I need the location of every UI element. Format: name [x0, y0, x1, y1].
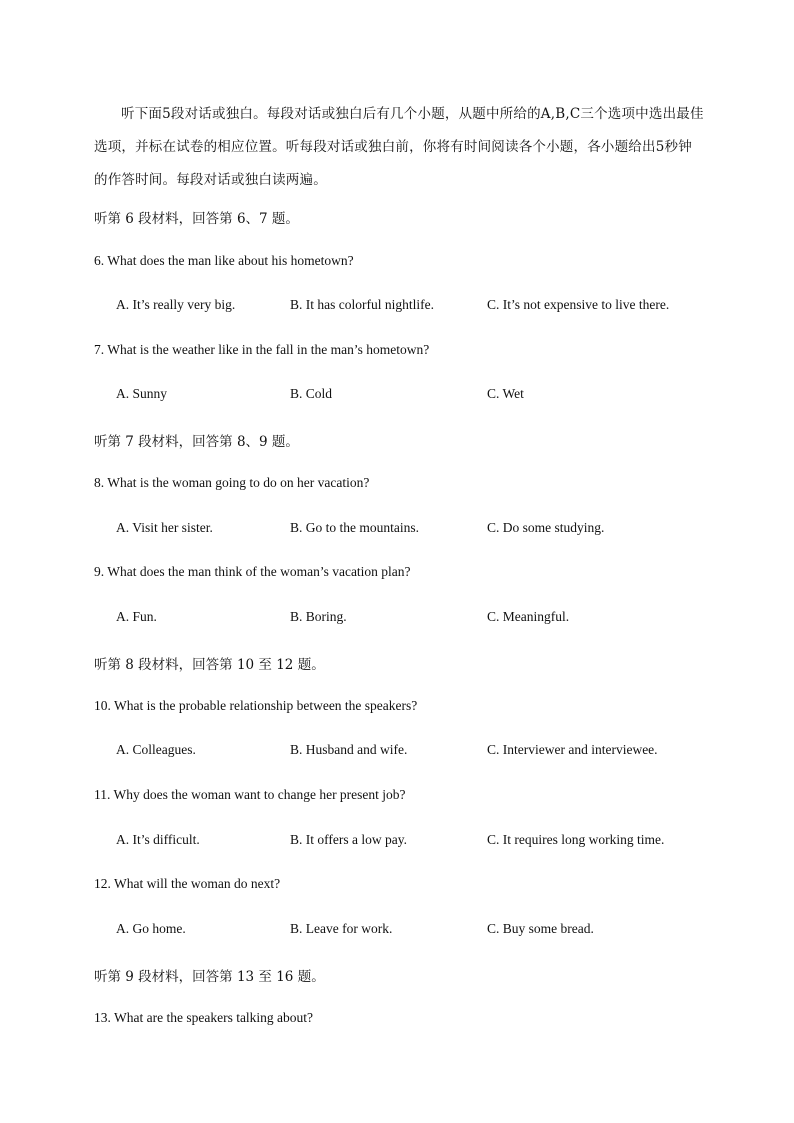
option-8b: B. Go to the mountains. [290, 520, 419, 535]
option-10b: B. Husband and wife. [290, 742, 408, 757]
section-heading-6: 听第 6 段材料，回答第 6、7 题。 [94, 211, 299, 227]
option-6c: C. It’s not expensive to live there. [487, 297, 670, 312]
option-12a: A. Go home. [116, 921, 186, 936]
question-12: 12. What will the woman do next? [94, 876, 281, 891]
question-10: 10. What is the probable relationship between the speakers? [94, 698, 418, 713]
option-9b: B. Boring. [290, 609, 347, 624]
options-10 [0, 742, 794, 762]
option-7a: A. Sunny [116, 386, 168, 401]
section-heading-7: 听第 7 段材料，回答第 8、9 题。 [94, 434, 299, 450]
question-8: 8. What is the woman going to do on her vacation? [94, 475, 370, 490]
option-11b: B. It offers a low pay. [290, 832, 407, 847]
option-6b: B. It has colorful nightlife. [290, 297, 434, 312]
options-9 [0, 609, 794, 629]
option-6a: A. It’s really very big. [116, 297, 236, 312]
option-12b: B. Leave for work. [290, 921, 393, 936]
option-9c: C. Meaningful. [487, 609, 570, 624]
option-7b: B. Cold [290, 386, 333, 401]
section-heading-9: 听第 9 段材料，回答第 13 至 16 题。 [94, 969, 325, 985]
option-7c: C. Wet [487, 386, 524, 401]
option-8c: C. Do some studying. [487, 520, 605, 535]
option-12c: C. Buy some bread. [487, 921, 594, 936]
question-9: 9. What does the man think of the woman’s vacation plan? [94, 564, 411, 579]
option-10a: A. Colleagues. [116, 742, 196, 757]
question-6: 6. What does the man like about his hometown? [94, 253, 354, 268]
options-6 [0, 297, 794, 317]
option-8a: A. Visit her sister. [116, 520, 213, 535]
options-11 [0, 832, 794, 852]
option-9a: A. Fun. [116, 609, 157, 624]
question-11: 11. Why does the woman want to change her present job? [94, 787, 406, 802]
option-10c: C. Interviewer and interviewee. [487, 742, 658, 757]
options-7 [0, 386, 794, 406]
question-13: 13. What are the speakers talking about? [94, 1010, 314, 1025]
option-11c: C. It requires long working time. [487, 832, 665, 847]
options-12 [0, 921, 794, 941]
options-8 [0, 520, 794, 540]
option-11a: A. It’s difficult. [116, 832, 200, 847]
section-heading-8: 听第 8 段材料，回答第 10 至 12 题。 [94, 657, 325, 673]
question-7: 7. What is the weather like in the fall in the man’s hometown? [94, 342, 430, 357]
listening-instructions: 听下面5段对话或独白。每段对话或独白后有几个小题，从题中所给的A,B,C三个选项中选出最佳选项，并标在试卷的相应位置。听每段对话或独白前，你将有时间阅读各个小题，各小题给出5秒钟的作答时间。每段对话或独白读两遍。 [94, 106, 704, 188]
